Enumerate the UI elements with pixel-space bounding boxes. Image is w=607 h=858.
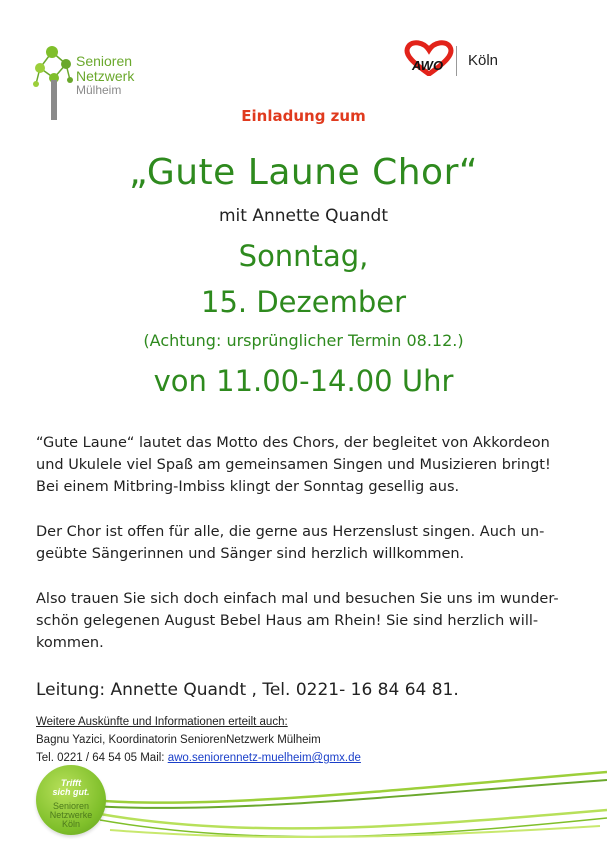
coordinator-name: Bagnu Yazici, Koordinatorin SeniorenNetzwerk Mülheim <box>36 734 321 746</box>
awo-city-text: Köln <box>468 52 499 69</box>
green-swoosh-decoration <box>90 770 607 858</box>
badge-line-1: Trifft <box>60 778 82 788</box>
event-day: Sonntag, <box>238 239 369 273</box>
info-heading: Weitere Auskünfte und Informationen erteilt auch: <box>36 716 288 728</box>
logo-text-netzwerk: Netzwerk <box>76 68 135 84</box>
description-paragraph-3: Also trauen Sie sich doch einfach mal und besuchen Sie uns im wunder- schön gelegenen August Bebel Haus am Rhein! Sie sind herzlich will- kommen. <box>36 591 559 651</box>
invitation-heading: Einladung zum <box>241 107 366 125</box>
description-paragraph-1: “Gute Laune“ lautet das Motto des Chors, der begleitet von Akkordeon und Ukulele viel Spaß am gemeinsamen Singen und Musizieren bringt! Bei einem Mitbring-Imbiss klingt der Sonntag gesellig aus. <box>36 435 551 495</box>
event-date: 15. Dezember <box>201 285 406 319</box>
badge-line-2: sich gut. <box>52 787 90 797</box>
awo-brand-text: AWO <box>412 58 444 73</box>
badge-line-3: Senioren <box>52 801 90 811</box>
senioren-netzwerke-badge <box>36 765 106 835</box>
awo-koeln-logo <box>398 40 518 80</box>
event-host: mit Annette Quandt <box>219 206 388 226</box>
email-link[interactable]: awo.seniorennetz-muelheim@gmx.de <box>167 752 361 764</box>
date-change-note: (Achtung: ursprünglicher Termin 08.12.) <box>143 331 464 350</box>
coordinator-contact <box>36 752 361 764</box>
badge-line-5: Köln <box>61 819 80 829</box>
event-title: „Gute Laune Chor“ <box>128 152 479 193</box>
event-time: von 11.00-14.00 Uhr <box>153 364 454 398</box>
leader-contact: Leitung: Annette Quandt , Tel. 0221- 16 84 64 81. <box>36 680 459 700</box>
badge-line-4: Netzwerke <box>49 810 93 820</box>
coordinator-phone: Tel. 0221 / 64 54 05 Mail: <box>36 752 168 764</box>
description-paragraph-2: Der Chor ist offen für alle, die gerne aus Herzenslust singen. Auch un- geübte Sängerinnen und Sänger sind herzlich willkommen. <box>36 524 545 562</box>
logo-divider <box>456 46 457 76</box>
logo-text-muelheim: Mülheim <box>76 83 122 97</box>
logo-text-senioren: Senioren <box>76 53 133 69</box>
